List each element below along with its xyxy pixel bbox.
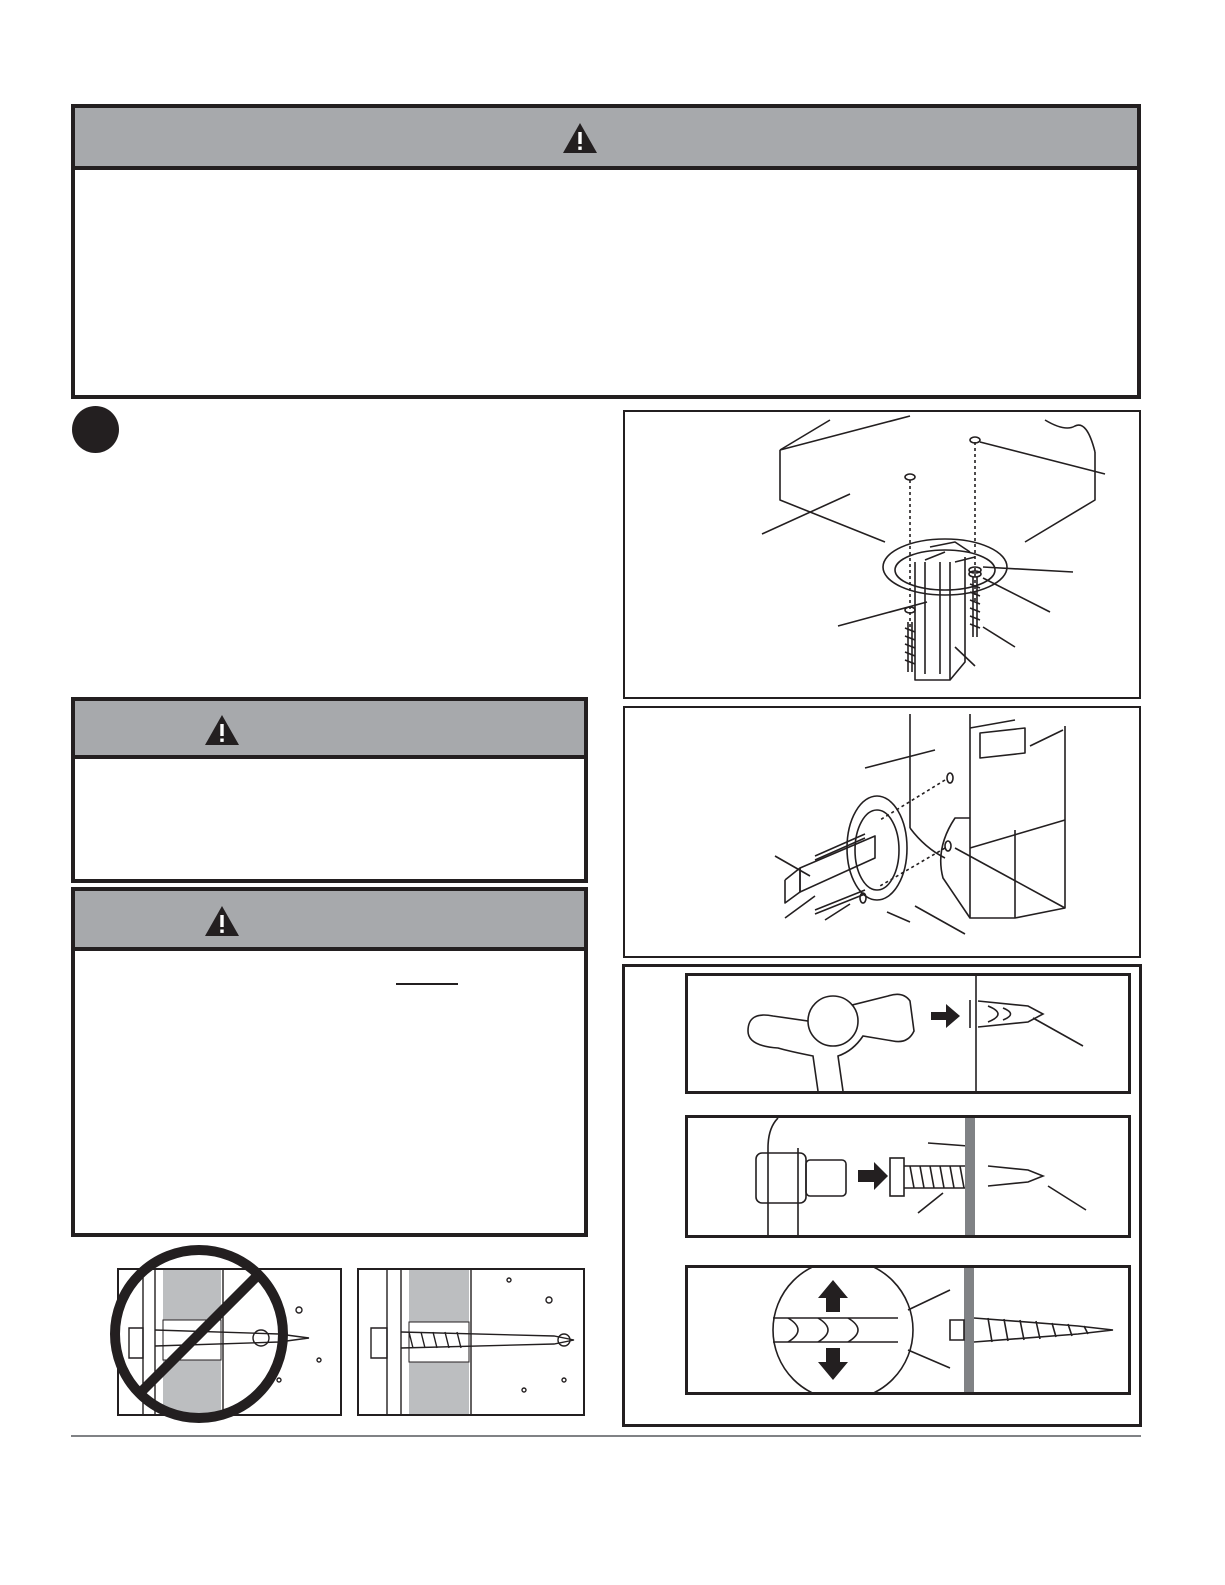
wall-bracket-illustration [625, 708, 1139, 956]
warning-triangle-icon [204, 714, 240, 746]
anchor-steps-frame [622, 964, 1142, 1427]
underline-mark [396, 983, 458, 985]
wall-mount-figure [623, 706, 1141, 958]
warning-box-top [71, 104, 1141, 399]
warning-header-band [75, 701, 584, 759]
warning-triangle-icon [562, 122, 598, 154]
correct-anchor-panel [357, 1268, 585, 1416]
anchor-step-hammer [685, 973, 1131, 1094]
anchor-step-ratchet [685, 1115, 1131, 1238]
prohibition-icon [104, 1243, 294, 1425]
footer-rule [71, 1435, 1141, 1437]
warning-box-middle [71, 697, 588, 883]
ratchet-bolt-illustration [688, 1118, 1128, 1235]
ceiling-bracket-illustration [625, 412, 1139, 697]
ceiling-mount-figure [623, 410, 1141, 699]
warning-header-band [75, 108, 1137, 170]
warning-triangle-icon [204, 905, 240, 937]
step-marker-circle [72, 406, 119, 453]
warning-header-band [75, 891, 584, 951]
hammer-anchor-illustration [688, 976, 1128, 1091]
anchor-step-expanded [685, 1265, 1131, 1395]
anchor-expanded-illustration [688, 1268, 1128, 1392]
warning-box-lower [71, 887, 588, 1237]
correct-anchor-illustration [359, 1270, 583, 1414]
